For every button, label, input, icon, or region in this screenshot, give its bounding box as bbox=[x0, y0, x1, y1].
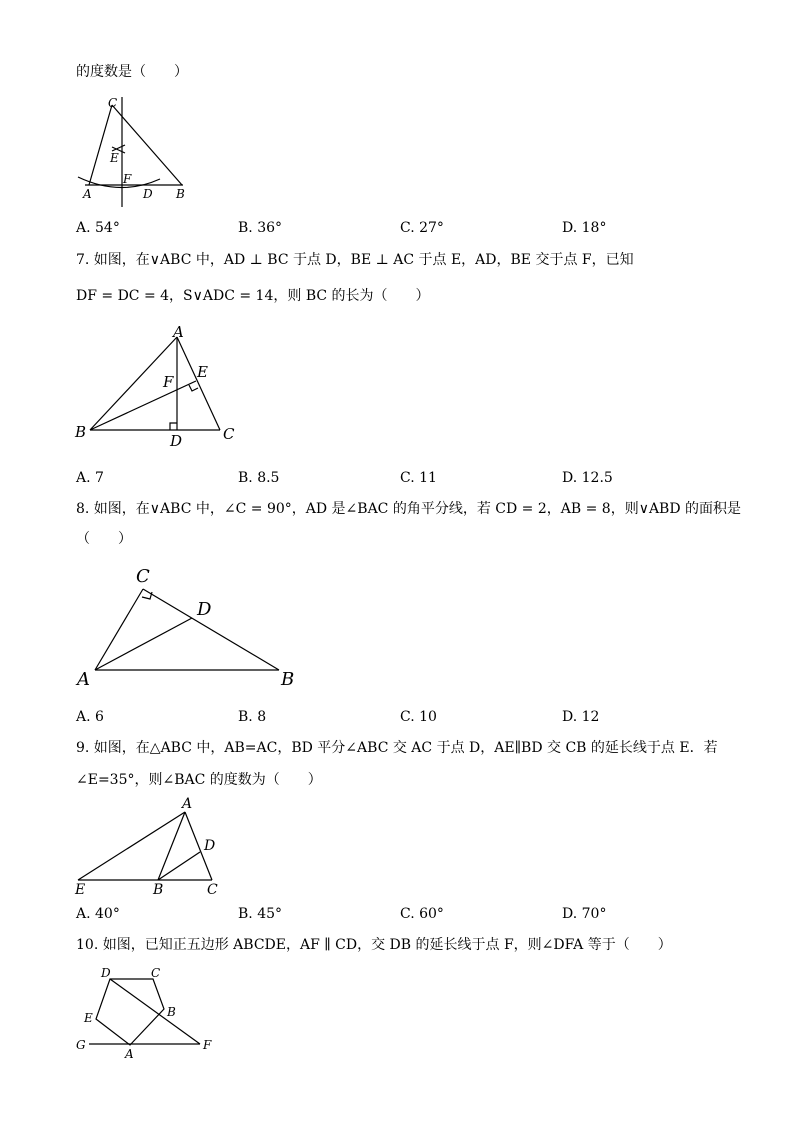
q10-label-e: E bbox=[84, 1011, 93, 1025]
q8-figure bbox=[72, 565, 312, 690]
q6-option-b[interactable]: B. 36° bbox=[238, 220, 283, 236]
q9-label-e: E bbox=[75, 882, 86, 898]
q8-label-b: B bbox=[281, 669, 295, 690]
q6-figure bbox=[75, 95, 205, 210]
q6-label-b: B bbox=[176, 187, 185, 201]
q7-label-d: D bbox=[170, 432, 183, 450]
q10-stem: 10. 如图，已知正五边形 ABCDE，AF ∥ CD，交 DB 的延长线于点 F，则∠DFA 等于（ ） bbox=[76, 937, 672, 953]
q7-option-c[interactable]: C. 11 bbox=[400, 470, 437, 486]
q9-label-b: B bbox=[153, 882, 164, 898]
q7-label-b: B bbox=[75, 423, 87, 441]
q10-label-f: F bbox=[203, 1038, 212, 1052]
q10-label-d: D bbox=[101, 966, 111, 980]
q10-figure bbox=[72, 962, 222, 1062]
q9-option-d[interactable]: D. 70° bbox=[562, 906, 607, 922]
q9-option-a[interactable]: A. 40° bbox=[76, 906, 120, 922]
q8-label-d: D bbox=[197, 599, 212, 620]
q9-option-b[interactable]: B. 45° bbox=[238, 906, 283, 922]
q9-label-a: A bbox=[182, 796, 193, 812]
q6-label-c: C bbox=[108, 96, 118, 110]
q8-option-c[interactable]: C. 10 bbox=[400, 709, 437, 725]
q10-label-b: B bbox=[167, 1005, 176, 1019]
q9-stem-line2: ∠E=35°，则∠BAC 的度数为（ ） bbox=[76, 772, 322, 788]
q6-label-e: E bbox=[110, 151, 119, 165]
q7-option-d[interactable]: D. 12.5 bbox=[562, 470, 613, 486]
q10-label-c: C bbox=[151, 966, 161, 980]
q7-label-c: C bbox=[223, 425, 235, 443]
q10-label-a: A bbox=[125, 1047, 134, 1061]
q7-option-a[interactable]: A. 7 bbox=[76, 470, 104, 486]
q6-option-d[interactable]: D. 18° bbox=[562, 220, 607, 236]
q7-label-a: A bbox=[173, 323, 184, 341]
q7-stem-line2: DF = DC = 4，S∨ADC = 14，则 BC 的长为（ ） bbox=[76, 288, 430, 304]
q6-label-a: A bbox=[83, 187, 92, 201]
q7-figure bbox=[70, 325, 240, 450]
q7-label-f: F bbox=[163, 373, 174, 391]
q9-figure bbox=[72, 795, 232, 900]
q9-option-c[interactable]: C. 60° bbox=[400, 906, 444, 922]
q6-label-f: F bbox=[123, 172, 132, 186]
q8-label-c: C bbox=[136, 566, 150, 587]
q6-stem-tail: 的度数是（ ） bbox=[76, 64, 188, 80]
q7-stem-line1: 7. 如图，在∨ABC 中，AD ⊥ BC 于点 D，BE ⊥ AC 于点 E，AD，BE 交于点 F，已知 bbox=[76, 252, 634, 268]
q8-option-d[interactable]: D. 12 bbox=[562, 709, 600, 725]
q8-option-a[interactable]: A. 6 bbox=[76, 709, 104, 725]
q8-label-a: A bbox=[77, 669, 90, 690]
q9-label-c: C bbox=[207, 882, 218, 898]
q10-label-g: G bbox=[76, 1038, 86, 1052]
q6-label-d: D bbox=[143, 187, 153, 201]
q6-option-a[interactable]: A. 54° bbox=[76, 220, 120, 236]
q8-option-b[interactable]: B. 8 bbox=[238, 709, 267, 725]
q6-option-c[interactable]: C. 27° bbox=[400, 220, 444, 236]
q7-option-b[interactable]: B. 8.5 bbox=[238, 470, 280, 486]
q7-label-e: E bbox=[197, 363, 208, 381]
q8-stem-line1: 8. 如图，在∨ABC 中，∠C = 90°，AD 是∠BAC 的角平分线，若 CD = 2，AB = 8，则∨ABD 的面积是 bbox=[76, 501, 742, 517]
q9-stem-line1: 9. 如图，在△ABC 中，AB=AC，BD 平分∠ABC 交 AC 于点 D，AE∥BD 交 CB 的延长线于点 E．若 bbox=[76, 740, 718, 756]
q9-label-d: D bbox=[204, 838, 216, 854]
q8-stem-line2: （ ） bbox=[76, 531, 132, 547]
